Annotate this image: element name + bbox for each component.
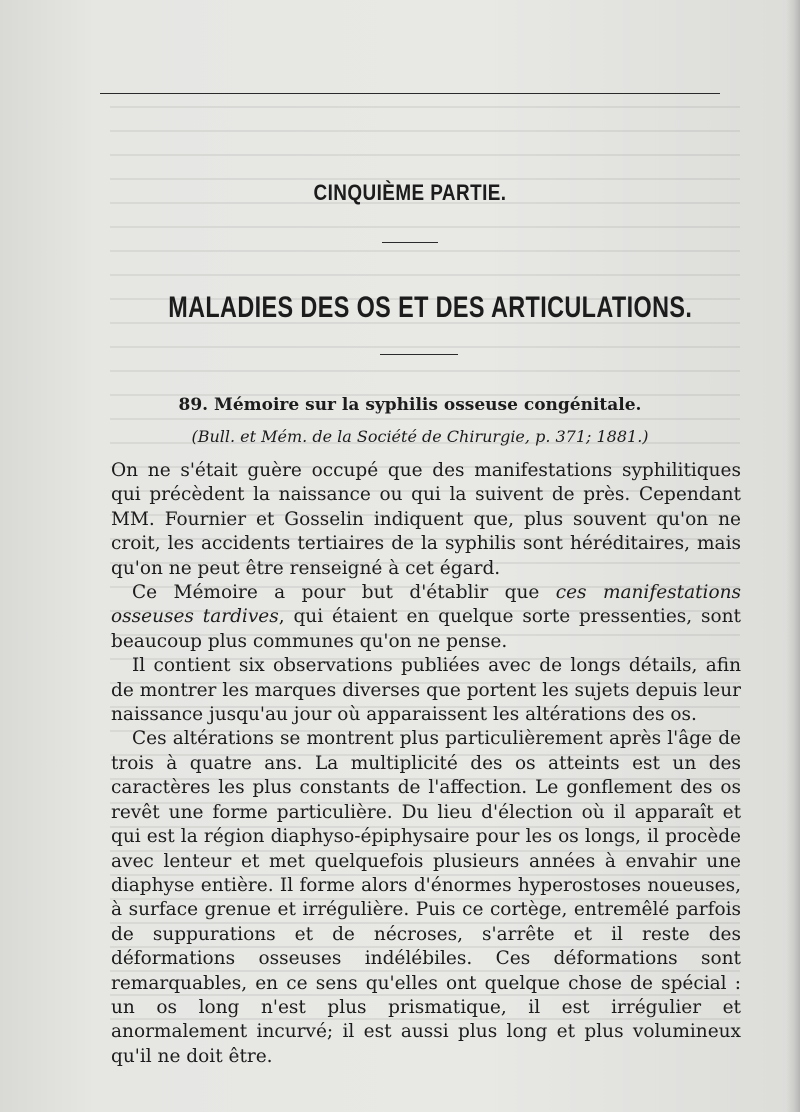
part-divider — [382, 242, 438, 243]
memoir-title: 89. Mémoire sur la syphilis osseuse congénitale. — [178, 395, 642, 415]
body-text — [111, 459, 741, 1069]
section-divider — [380, 354, 458, 355]
header-rule — [100, 93, 720, 94]
page-edge-shadow — [786, 0, 800, 1112]
memoir-reference: (Bull. et Mém. de la Société de Chirurgie, p. 371; 1881.) — [191, 427, 649, 446]
paragraph-2-end: , qui étaient en quelque sorte pressenties, sont beaucoup plus communes qu'on ne pense. — [111, 606, 741, 652]
section-title: MALADIES DES OS ET DES ARTICULATIONS. — [168, 291, 693, 324]
paragraph-2-start: Ce Mémoire a pour but d'établir que — [132, 582, 556, 604]
paragraph-3: Il contient six observations publiées avec de longs détails, afin de montrer les marques diverses que portent les sujets depuis leur naissance jusqu'au jour où apparaissent les altérations des os. — [111, 655, 741, 726]
paragraph-4: Ces altérations se montrent plus particulièrement après l'âge de trois à quatre ans. La multiplicité des os atteints est un des caractères les plus constants de l'affection. Le gonflement des os revêt une forme particulière. Du lieu d'élection où il apparaît et qui est la région diaphyso-épiphysaire pour les os longs, il procède avec lenteur et met quelquefois plusieurs années à envahir une diaphyse entière. Il forme alors d'énormes hyperostoses noueuses, à surface grenue et irrégulière. Puis ce cortège, entremêlé parfois de suppurations et de nécroses, s'arrête et il reste des déformations osseuses indélébiles. Ces déformations sont remarquables, en ce sens qu'elles ont quelque chose de spécial : un os long n'est plus prismatique, il est irrégulier et anormalement incurvé; il est aussi plus long et plus volumineux qu'il ne doit être. — [111, 728, 741, 1067]
paragraph-1: On ne s'était guère occupé que des manifestations syphilitiques qui précèdent la naissance ou qui la suivent de près. Cependant MM. Fournier et Gosselin indiquent que, plus souvent qu'on ne croit, les accidents tertiaires de la syphilis sont héréditaires, mais qu'on ne peut être renseigné à cet égard. — [111, 460, 741, 579]
paragraph-2 — [111, 581, 741, 654]
part-title: CINQUIÈME PARTIE. — [313, 180, 507, 205]
paragraph-2-emphasis: ces manifestations osseuses tardives — [111, 582, 741, 628]
